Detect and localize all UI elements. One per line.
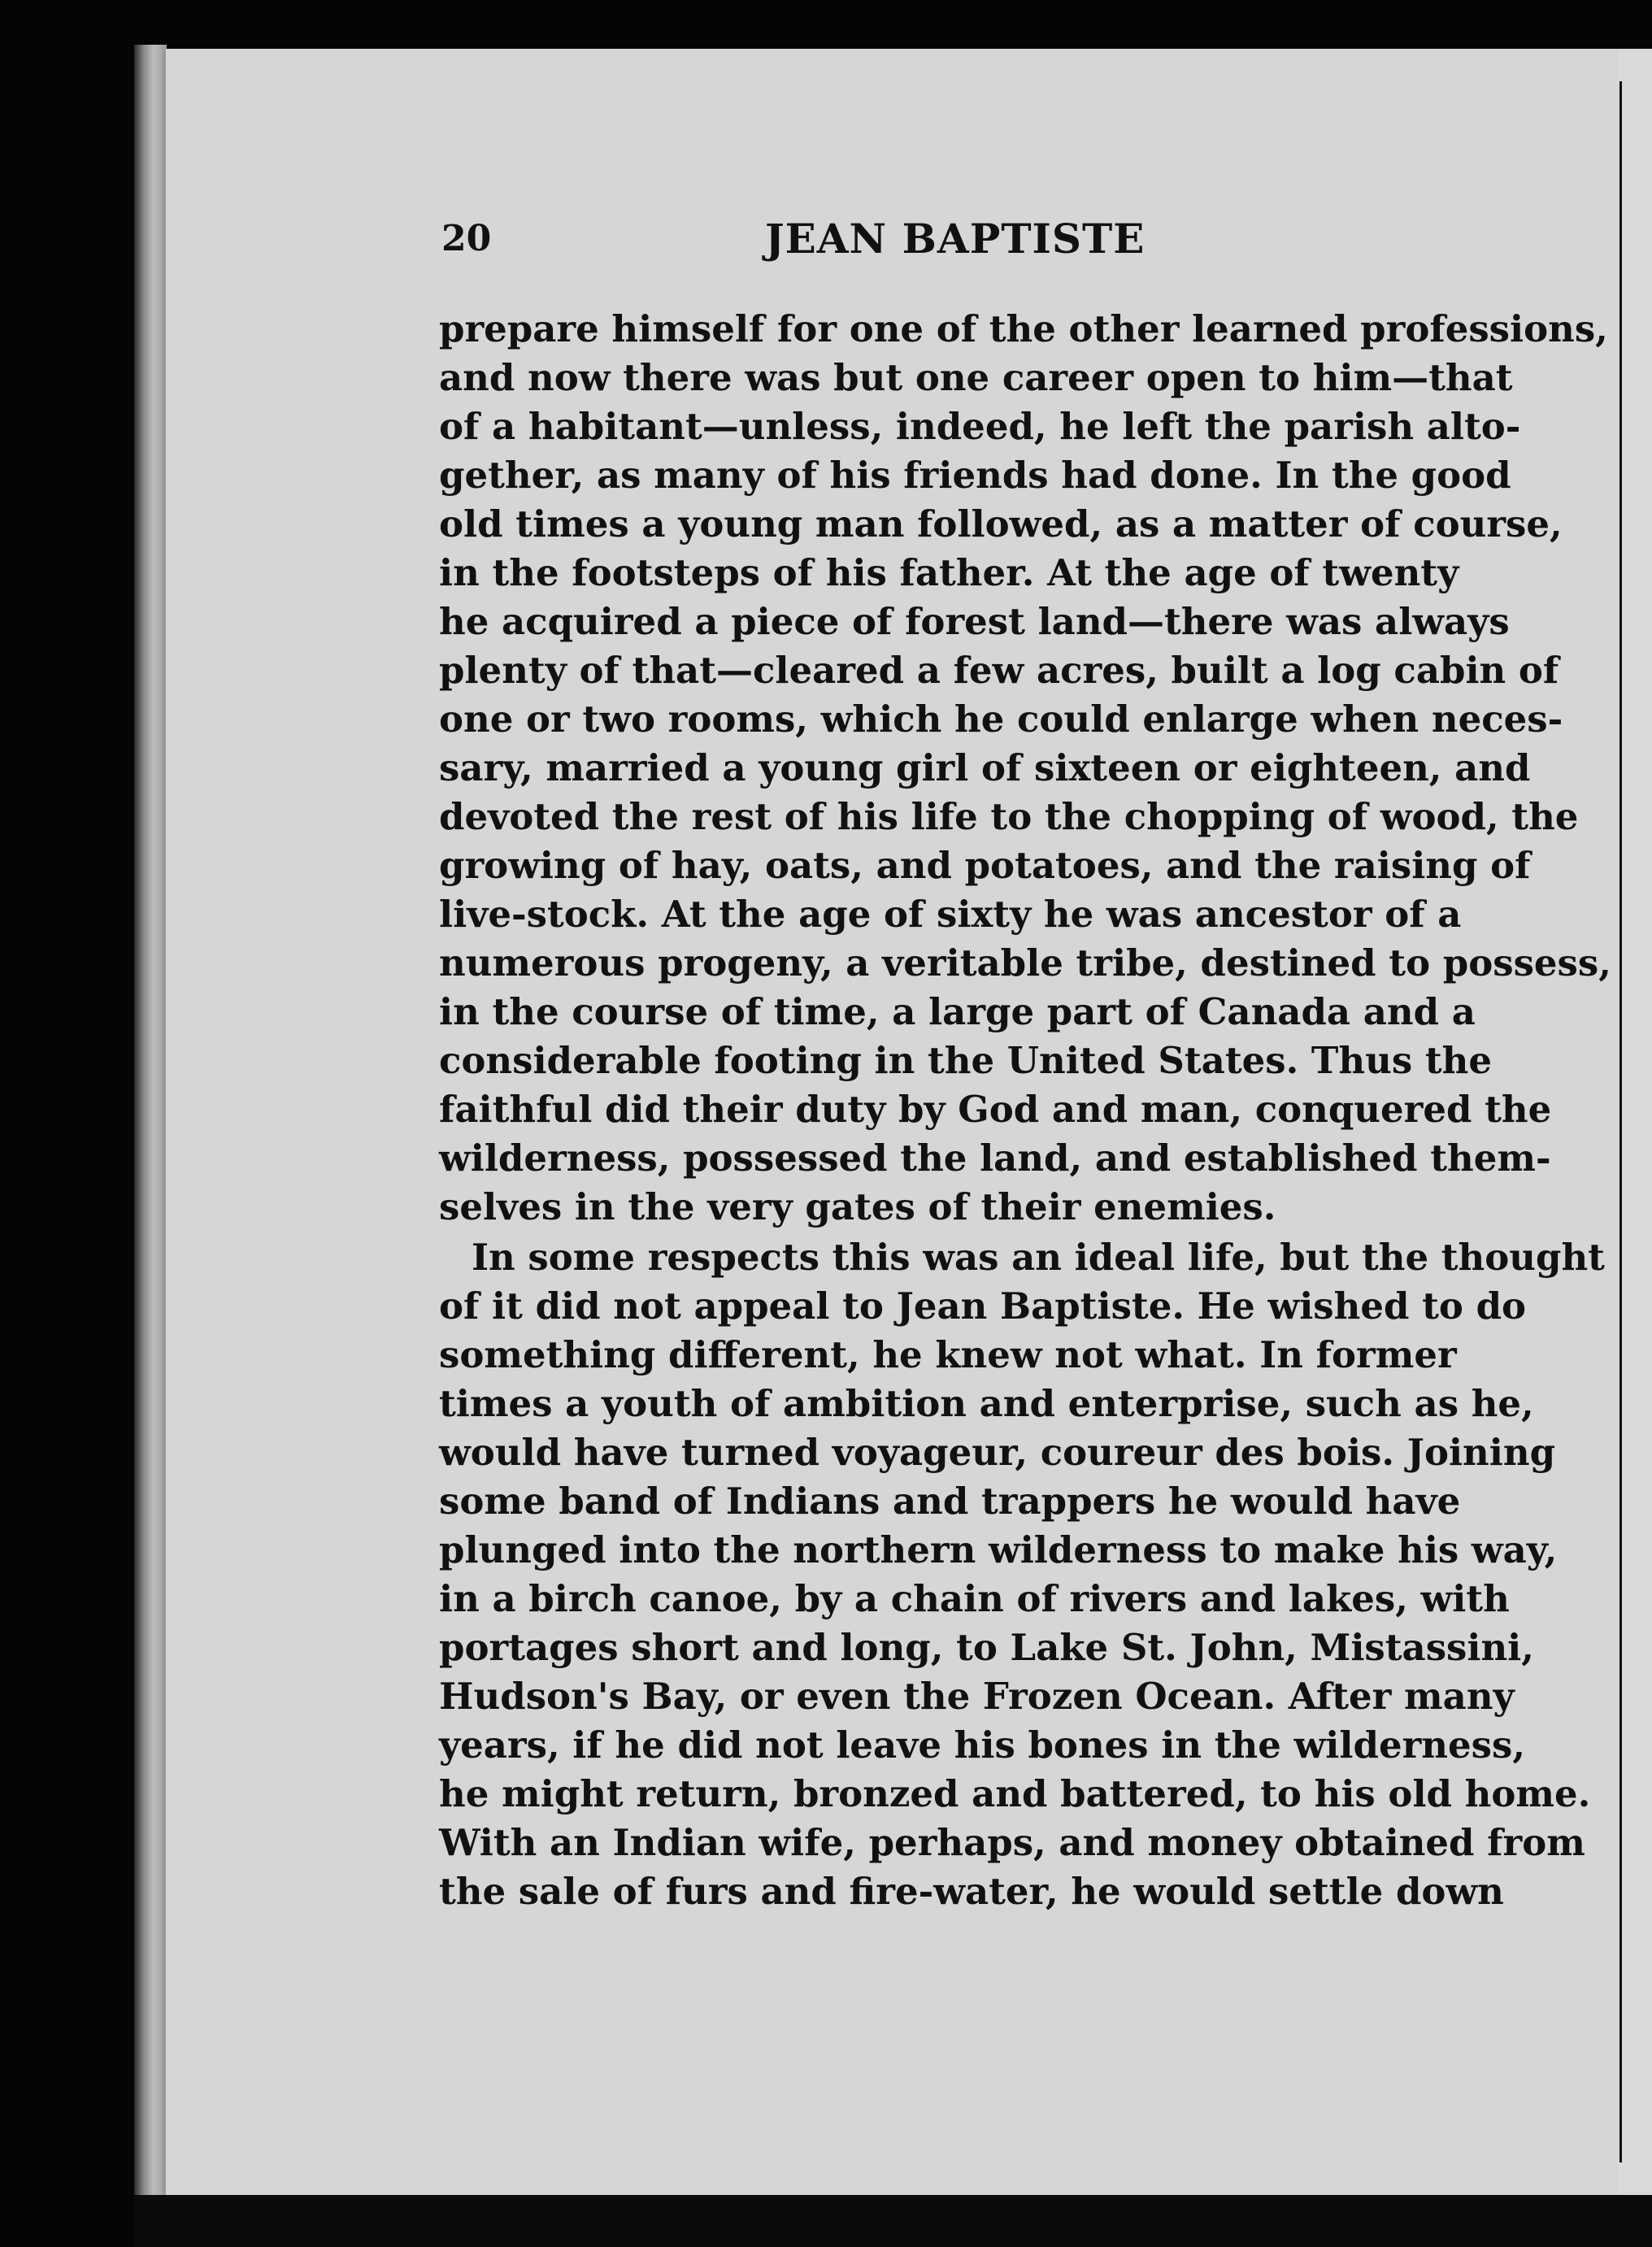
text-line: of it did not appeal to Jean Baptiste. He wished to do <box>439 1284 1527 1328</box>
text-line: plunged into the northern wilderness to make his way, <box>439 1528 1558 1571</box>
text-line: something different, he knew not what. In former <box>439 1333 1457 1376</box>
text-line: he acquired a piece of forest land—there was always <box>439 600 1510 643</box>
text-line: times a youth of ambition and enterprise, such as he, <box>439 1382 1534 1425</box>
text-line: gether, as many of his friends had done. In the good <box>439 454 1511 497</box>
page-number: 20 <box>441 218 492 259</box>
text-line: he might return, bronzed and battered, to his old home. <box>439 1772 1591 1815</box>
text-line: one or two rooms, which he could enlarge when neces- <box>439 698 1563 741</box>
text-line: plenty of that—cleared a few acres, built a log cabin of <box>439 649 1559 692</box>
text-line: In some respects this was an ideal life, but the thought <box>472 1236 1605 1279</box>
text-line: the sale of furs and fire-water, he would settle down <box>439 1870 1504 1913</box>
bottom-shadow <box>134 2195 1652 2247</box>
running-head <box>441 215 1417 283</box>
text-line: years, if he did not leave his bones in the wilderness, <box>439 1723 1525 1767</box>
text-line: considerable footing in the United States. Thus the <box>439 1039 1492 1082</box>
gutter-shadow-line <box>1619 81 1622 2162</box>
text-line: in the footsteps of his father. At the age of twenty <box>439 551 1459 594</box>
book-spine-edge <box>134 45 167 2199</box>
text-line: live-stock. At the age of sixty he was ancestor of a <box>439 893 1462 936</box>
text-line: in a birch canoe, by a chain of rivers and lakes, with <box>439 1577 1510 1620</box>
paragraph <box>439 1233 1605 1916</box>
text-line: would have turned voyageur, coureur des bois. Joining <box>439 1431 1556 1474</box>
text-line: sary, married a young girl of sixteen or eighteen, and <box>439 746 1531 789</box>
text-line: some band of Indians and trappers he would have <box>439 1480 1461 1523</box>
text-line: faithful did their duty by God and man, conquered the <box>439 1088 1552 1131</box>
text-line: numerous progeny, a veritable tribe, destined to possess, <box>439 941 1611 984</box>
text-line: prepare himself for one of the other learned professions, <box>439 307 1608 350</box>
text-line: selves in the very gates of their enemies. <box>439 1185 1276 1228</box>
facing-page-edge <box>1618 49 1652 2195</box>
text-line: old times a young man followed, as a matter of course, <box>439 502 1563 545</box>
text-line: growing of hay, oats, and potatoes, and the raising of <box>439 844 1531 887</box>
text-line: of a habitant—unless, indeed, he left the parish alto- <box>439 405 1521 448</box>
text-line: devoted the rest of his life to the chopping of wood, the <box>439 795 1579 838</box>
text-line: portages short and long, to Lake St. John, Mistassini, <box>439 1626 1534 1669</box>
text-line: wilderness, possessed the land, and established them- <box>439 1137 1551 1180</box>
text-line: Hudson's Bay, or even the Frozen Ocean. After many <box>439 1675 1515 1718</box>
text-line: and now there was but one career open to him—that <box>439 356 1513 399</box>
text-line: With an Indian wife, perhaps, and money obtained from <box>439 1821 1585 1864</box>
body-text <box>439 305 1611 1916</box>
text-line: in the course of time, a large part of Canada and a <box>439 990 1476 1033</box>
running-head-title: JEAN BAPTISTE <box>765 215 1146 263</box>
paragraph <box>439 305 1611 1232</box>
